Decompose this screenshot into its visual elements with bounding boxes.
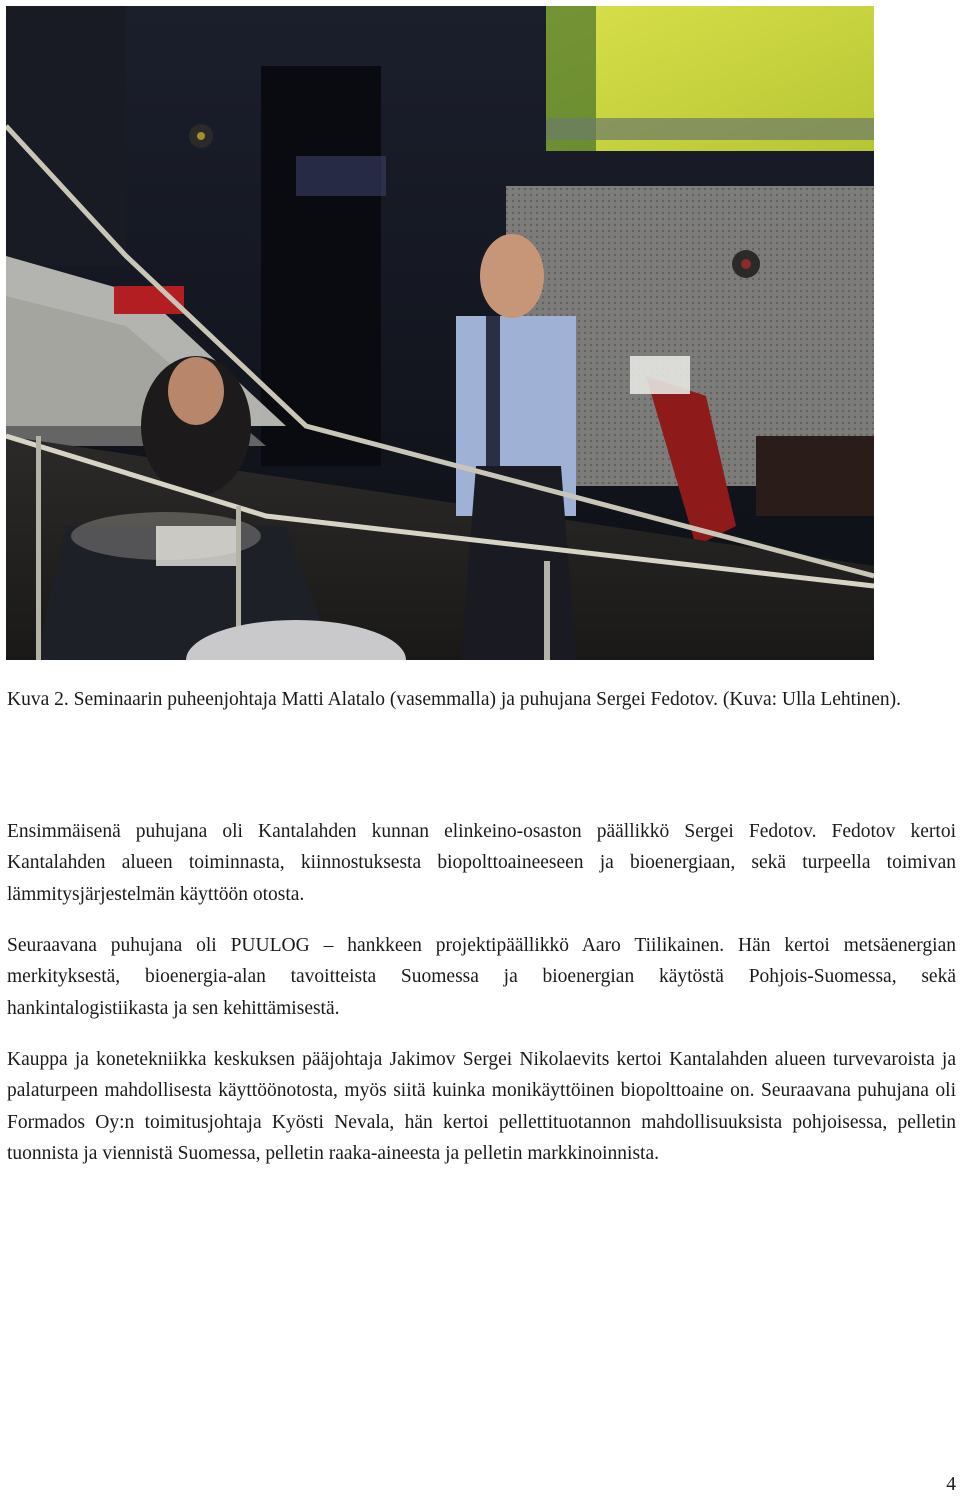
seminar-photo [6, 6, 874, 660]
paragraph-tiilikainen: Seuraavana puhujana oli PUULOG – hankkeen projektipäällikkö Aaro Tiilikainen. Hän kertoi metsäenergian merkityksestä, bioenergia-alan tavoitteista Suomessa ja bioenergian käytöstä Pohjois-Suomessa, sekä hankintalogistiikasta ja sen kehittämisestä. [7, 935, 956, 1019]
page-number: 4 [946, 1474, 956, 1495]
paragraph-nikolaevits-nevala: Kauppa ja konetekniikka keskuksen pääjohtaja Jakimov Sergei Nikolaevits kertoi Kantalahden alueen turvevaroista ja palaturpeen mahdollisesta käyttöönotosta, myös siitä kuinka monikäyttöinen biopolttoaine on. Seuraavana puhujana oli Formados Oy:n toimitusjohtaja Kyösti Nevala, hän kertoi pellettituotannon mahdollisuuksista pohjoisessa, pelletin tuonnista ja viennistä Suomessa, pelletin raaka-aineesta ja pelletin markkinoinnista. [7, 1049, 956, 1164]
paragraph-fedotov: Ensimmäisenä puhujana oli Kantalahden kunnan elinkeino-osaston päällikkö Sergei Fedotov. Fedotov kertoi Kantalahden alueen toiminnasta, kiinnostuksesta biopolttoaineeseen ja bioenergiaan, sekä turpeella toimivan lämmitysjärjestelmän käyttöön otosta. [7, 821, 956, 905]
seminar-photo-illustration [6, 6, 874, 660]
figure-caption: Kuva 2. Seminaarin puheenjohtaja Matti Alatalo (vasemmalla) ja puhujana Sergei Fedotov. (Kuva: Ulla Lehtinen). [7, 689, 902, 710]
